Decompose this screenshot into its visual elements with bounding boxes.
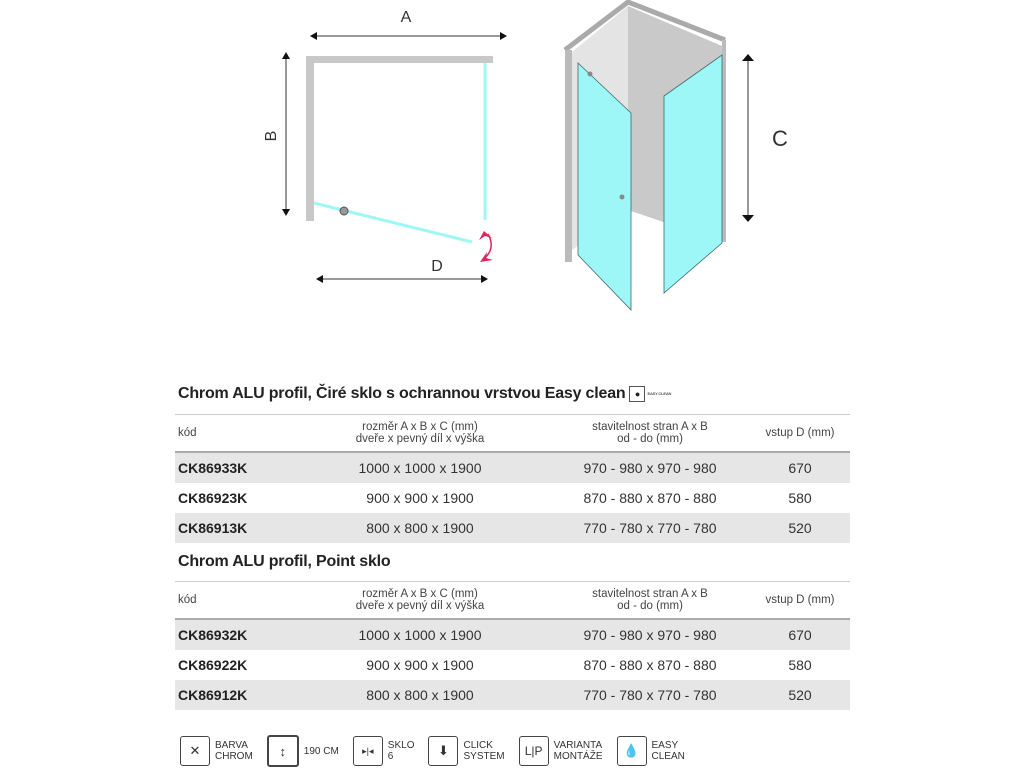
easy-clean-badge: ● EASY CLEAN [629, 386, 661, 402]
mounting-variant-icon: L|P [519, 736, 549, 766]
dimension-d-label: D [431, 258, 443, 275]
feature-height: ↕ 190 CM [267, 735, 339, 767]
table-title-easy-clean: Chrom ALU profil, Čiré sklo s ochrannou vrstvou Easy clean ● EASY CLEAN [178, 385, 672, 402]
table-row: CK86923K 900 x 900 x 1900 870 - 880 x 870 - 880 580 [178, 490, 812, 506]
drop-icon: ● [629, 386, 645, 402]
product-table-point [175, 581, 850, 710]
color-profile-icon: ✕ [180, 736, 210, 766]
table-row: CK86922K 900 x 900 x 1900 870 - 880 x 870 - 880 580 [178, 657, 812, 673]
glass-thickness-icon: ▸|◂ [353, 736, 383, 766]
table-row: CK86912K 800 x 800 x 1900 770 - 780 x 770 - 780 520 [175, 680, 850, 710]
table-header: kód rozměr A x B x C (mm) dveře x pevný díl x výška stavitelnost stran A x B od - do (mm) vstup D (mm) [175, 415, 850, 453]
product-table-easy-clean [175, 414, 850, 543]
dimension-b-label: B [263, 130, 280, 142]
feature-icons [180, 735, 685, 767]
table-row: CK86913K 800 x 800 x 1900 770 - 780 x 770 - 780 520 [175, 513, 850, 543]
table-title-point: Chrom ALU profil, Point sklo [178, 553, 391, 570]
dimension-c-label: C [772, 126, 788, 151]
height-icon: ↕ [267, 735, 299, 767]
feature-glass: ▸|◂ SKLO 6 [353, 736, 415, 766]
feature-mounting: L|P VARIANTA MONTÁŽE [519, 736, 603, 766]
plan-view [263, 9, 507, 283]
table-row: CK86933K 1000 x 1000 x 1900 970 - 980 x 970 - 980 670 [175, 453, 850, 483]
easy-clean-icon: 💧 [617, 736, 647, 766]
table-header: kód rozměr A x B x C (mm) dveře x pevný díl x výška stavitelnost stran A x B od - do (mm) vstup D (mm) [175, 582, 850, 620]
table-row: CK86932K 1000 x 1000 x 1900 970 - 980 x 970 - 980 670 [175, 620, 850, 650]
feature-easy-clean: 💧 EASY CLEAN [617, 736, 685, 766]
shower-diagram [0, 0, 1024, 330]
feature-color: ✕ BARVA CHROM [180, 736, 253, 766]
click-system-icon: ⬇ [428, 736, 458, 766]
feature-click: ⬇ CLICK SYSTEM [428, 736, 504, 766]
dimension-a-label: A [400, 9, 412, 26]
3d-view [565, 2, 788, 310]
